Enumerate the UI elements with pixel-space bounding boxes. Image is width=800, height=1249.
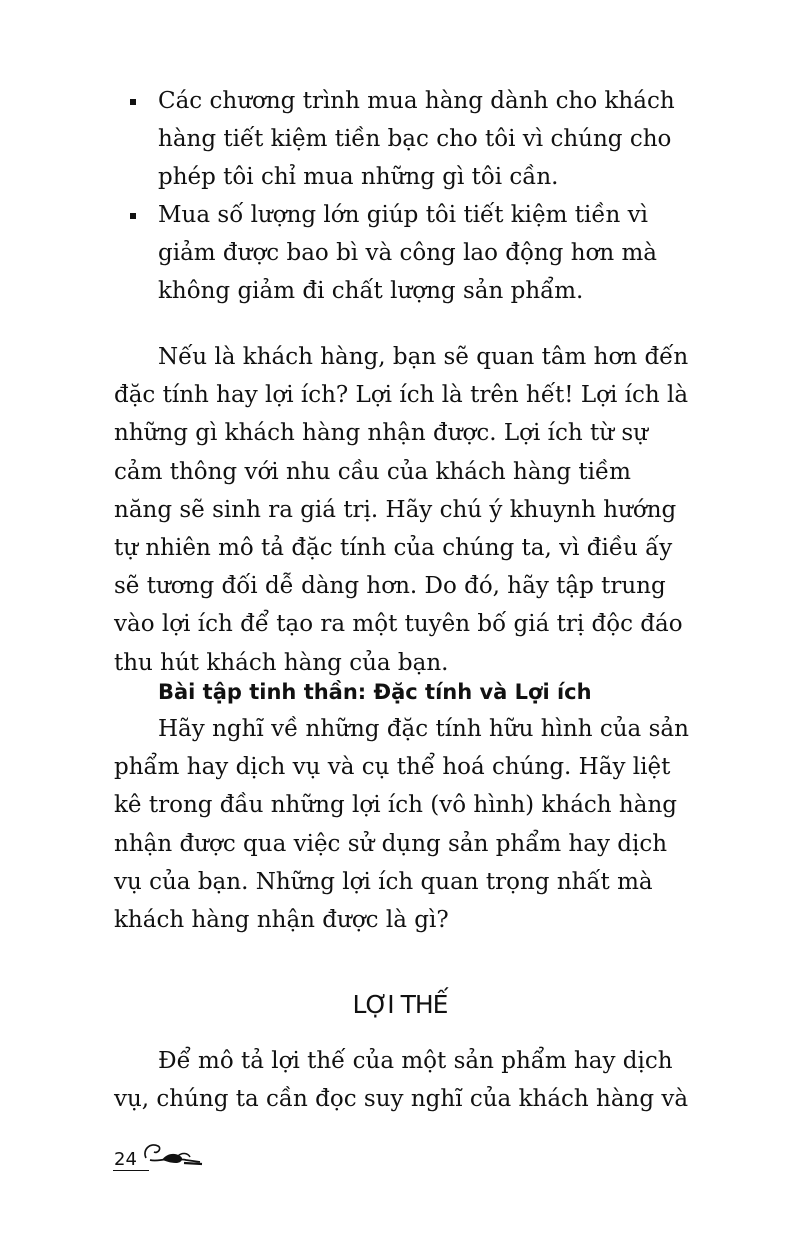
bullet-text: Các chương trình mua hàng dành cho khách hàng tiết kiệm tiền bạc cho tôi vì chúng cho phép tôi chỉ mua những gì tôi cần. [158,88,675,190]
square-bullet-icon [130,213,136,219]
bullet-item [128,82,700,196]
exercise-heading: Bài tập tinh thần: Đặc tính và Lợi ích [158,680,592,704]
bullet-text: Mua số lượng lớn giúp tôi tiết kiệm tiền vì giảm được bao bì và công lao động hơn mà không giảm đi chất lượng sản phẩm. [158,202,658,304]
hand-drawn-flourish-icon [140,1136,204,1170]
section-title: LỢI THẾ [352,990,448,1019]
paragraph-features-benefits: Nếu là khách hàng, bạn sẽ quan tâm hơn đến đặc tính hay lợi ích? Lợi ích là trên hết! Lợi ích là những gì khách hàng nhận được. Lợi ích từ sự cảm thông với nhu cầu của khách hàng tiềm năng sẽ sinh ra giá trị. Hãy chú ý khuynh hướng tự nhiên mô tả đặc tính của chúng ta, vì điều ấy sẽ tương đối dễ dàng hơn. Do đó, hãy tập trung vào lợi ích để tạo ra một tuyên bố giá trị độc đáo thu hút khách hàng của bạn. [114,344,689,676]
bullet-item [128,196,700,310]
bullet-list [128,82,700,310]
page-number-underline [113,1170,149,1171]
paragraph-advantage: Để mô tả lợi thế của một sản phẩm hay dịch vụ, chúng ta cần đọc suy nghĩ của khách hàng và [114,1048,689,1113]
square-bullet-icon [130,99,136,105]
page-number: 24 [114,1149,137,1170]
paragraph-exercise: Hãy nghĩ về những đặc tính hữu hình của sản phẩm hay dịch vụ và cụ thể hoá chúng. Hãy liệt kê trong đầu những lợi ích (vô hình) khách hàng nhận được qua việc sử dụng sản phẩm hay dịch vụ của bạn. Những lợi ích quan trọng nhất mà khách hàng nhận được là gì? [114,716,689,934]
